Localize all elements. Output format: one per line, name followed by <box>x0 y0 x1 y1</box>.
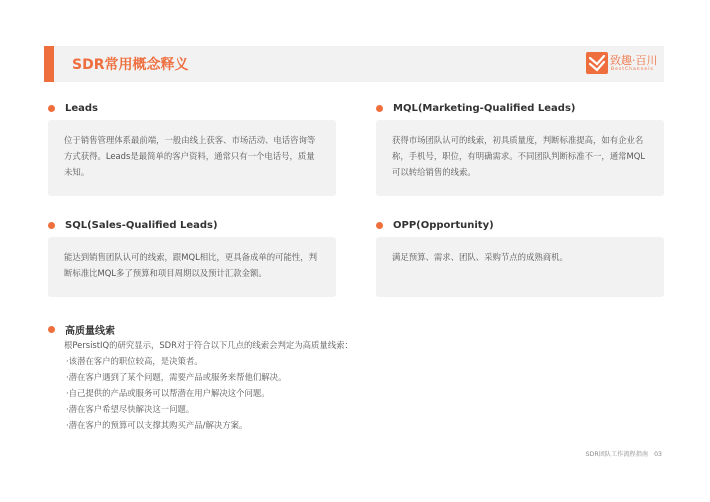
opp-description: 满足预算、需求、团队、采购节点的成熟商机。 <box>392 252 568 262</box>
leads-heading <box>48 103 98 114</box>
leads-description: 位于销售管理体系最前端，一般由线上获客、市场活动、电话咨询等方式获得。Leads是最简单的客户资料，通常只有一个电话号，质量未知。 <box>64 135 316 177</box>
high-quality-intro: 根PersistIQ的研究显示，SDR对于符合以下几点的线索会判定为高质量线索： <box>64 340 353 350</box>
list-item: ·自己提供的产品或服务可以帮潜在用户解决这个问题。 <box>66 388 270 398</box>
page-footer <box>580 449 662 458</box>
mql-title: MQL(Marketing-Qualified Leads) <box>393 103 576 114</box>
opp-title: OPP(Opportunity) <box>393 220 494 231</box>
sql-title: SQL(Sales-Qualified Leads) <box>65 220 218 231</box>
opp-heading <box>376 220 494 231</box>
page-title: SDR常用概念释义 <box>72 57 189 73</box>
list-item: ·潜在客户遇到了某个问题，需要产品或服务来帮他们解决。 <box>66 372 287 382</box>
high-quality-title: 高质量线索 <box>65 326 115 337</box>
logo-text-cn: 致趣·百川 <box>610 54 658 67</box>
mql-heading <box>376 103 575 114</box>
leads-card <box>48 120 336 196</box>
bullet-dot-icon <box>376 105 383 112</box>
sql-card <box>48 237 336 297</box>
brand-logo <box>586 50 662 78</box>
mql-description: 获得市场团队认可的线索，初具质量度，判断标准提高，如有企业名称，手机号，职位，有明确需求。不同团队判断标准不一，通常MQL可以转给销售的线索。 <box>392 135 645 177</box>
high-quality-body <box>64 337 353 433</box>
opp-card <box>376 237 664 297</box>
list-item: ·潜在客户希望尽快解决这一问题。 <box>66 404 195 414</box>
logo-mark-icon <box>586 52 608 74</box>
mql-card <box>376 120 664 196</box>
footer-text: SDR团队工作流程指南 <box>585 451 649 458</box>
list-item: ·潜在客户的预算可以支撑其购买产品/解决方案。 <box>66 420 248 430</box>
section-title-bar <box>44 46 664 82</box>
page-number: 03 <box>654 451 662 458</box>
bullet-dot-icon <box>48 326 55 333</box>
sql-description: 能达到销售团队认可的线索，跟MQL相比，更具备成单的可能性，判断标准比MQL多了预算和项目周期以及预计汇款金额。 <box>64 252 317 278</box>
high-quality-heading <box>48 322 115 337</box>
logo-text-en: BestChannels <box>611 67 654 72</box>
sql-heading <box>48 220 218 231</box>
list-item: ·该潜在客户的职位较高，是决策者。 <box>66 356 203 366</box>
bullet-dot-icon <box>48 105 55 112</box>
bullet-dot-icon <box>376 222 383 229</box>
bullet-dot-icon <box>48 222 55 229</box>
leads-title: Leads <box>65 103 99 114</box>
